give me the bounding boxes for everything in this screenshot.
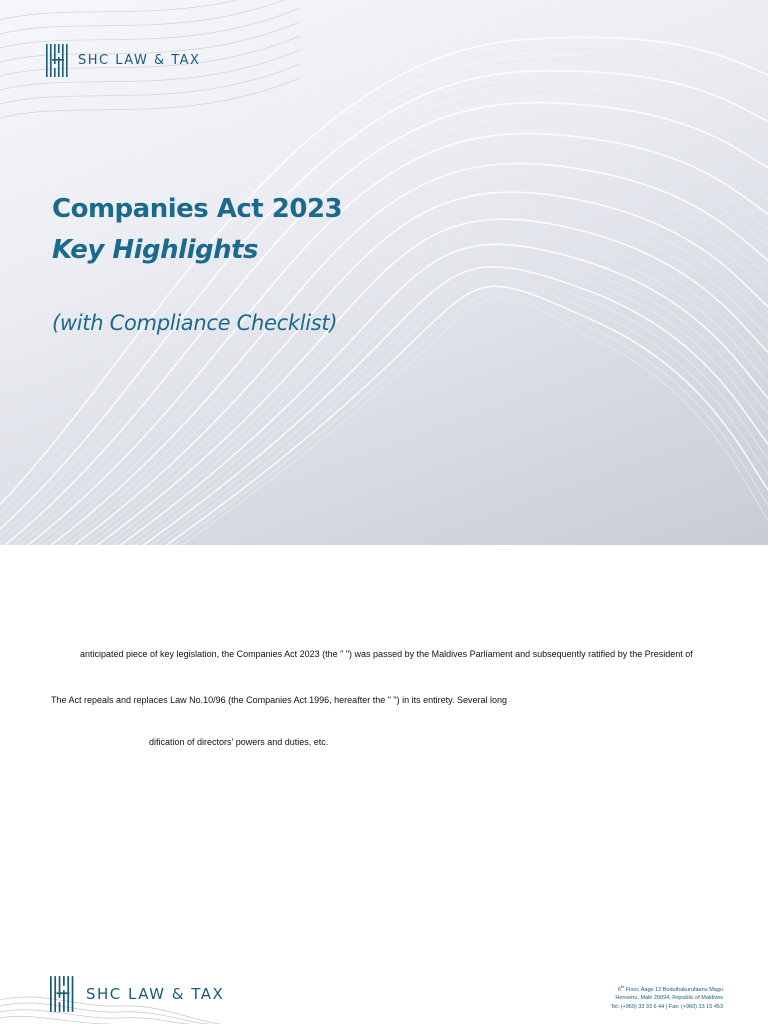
wave-line: [0, 60, 768, 545]
body-text-line: anticipated piece of key legislation, the Companies Act 2023 (the " ") was passed by the Maldives Parliament and subsequently ratified by the President of: [80, 649, 693, 659]
wave-line: [100, 244, 768, 545]
footer-logo: [50, 976, 224, 1012]
shc-monogram-icon: [46, 44, 70, 77]
wave-line: [92, 236, 768, 545]
wave-line: [77, 219, 768, 545]
body-text-line: The Act repeals and replaces Law No.10/96 (the Companies Act 1996, hereafter the " ") in its entirety. Several long: [51, 695, 507, 705]
wave-line: [0, 8, 300, 48]
wave-line: [0, 37, 768, 545]
document-subtitle: Key Highlights: [52, 235, 259, 265]
checklist-note: (with Compliance Checklist): [52, 311, 338, 335]
brand-name: SHC LAW & TAX: [86, 985, 225, 1003]
wave-line: [0, 0, 300, 34]
shc-monogram-icon: [50, 976, 76, 1012]
contact-numbers: Tel: (+960) 33 33 6 44 | Fax: (+960) 33 15 453: [610, 1004, 723, 1011]
wave-line: [0, 71, 768, 545]
wave-line: [122, 267, 768, 545]
document-title: Companies Act 2023: [52, 194, 343, 224]
header-logo: [46, 44, 200, 77]
wave-line: [115, 260, 768, 545]
office-address: [611, 983, 723, 1012]
brand-name: SHC LAW & TAX: [78, 53, 201, 68]
wave-line: [0, 78, 300, 118]
address-line-2: Henveiru, Malé 20094, Republic of Maldives: [615, 995, 723, 1002]
wave-line: [84, 228, 768, 545]
body-text-line: dification of directors' powers and duties, etc.: [149, 737, 329, 747]
wave-line: [0, 0, 300, 20]
wave-line: [0, 49, 768, 545]
address-line-1: 6th Floor, Aage 12 Boduthakurufaanu Magu: [617, 984, 723, 993]
